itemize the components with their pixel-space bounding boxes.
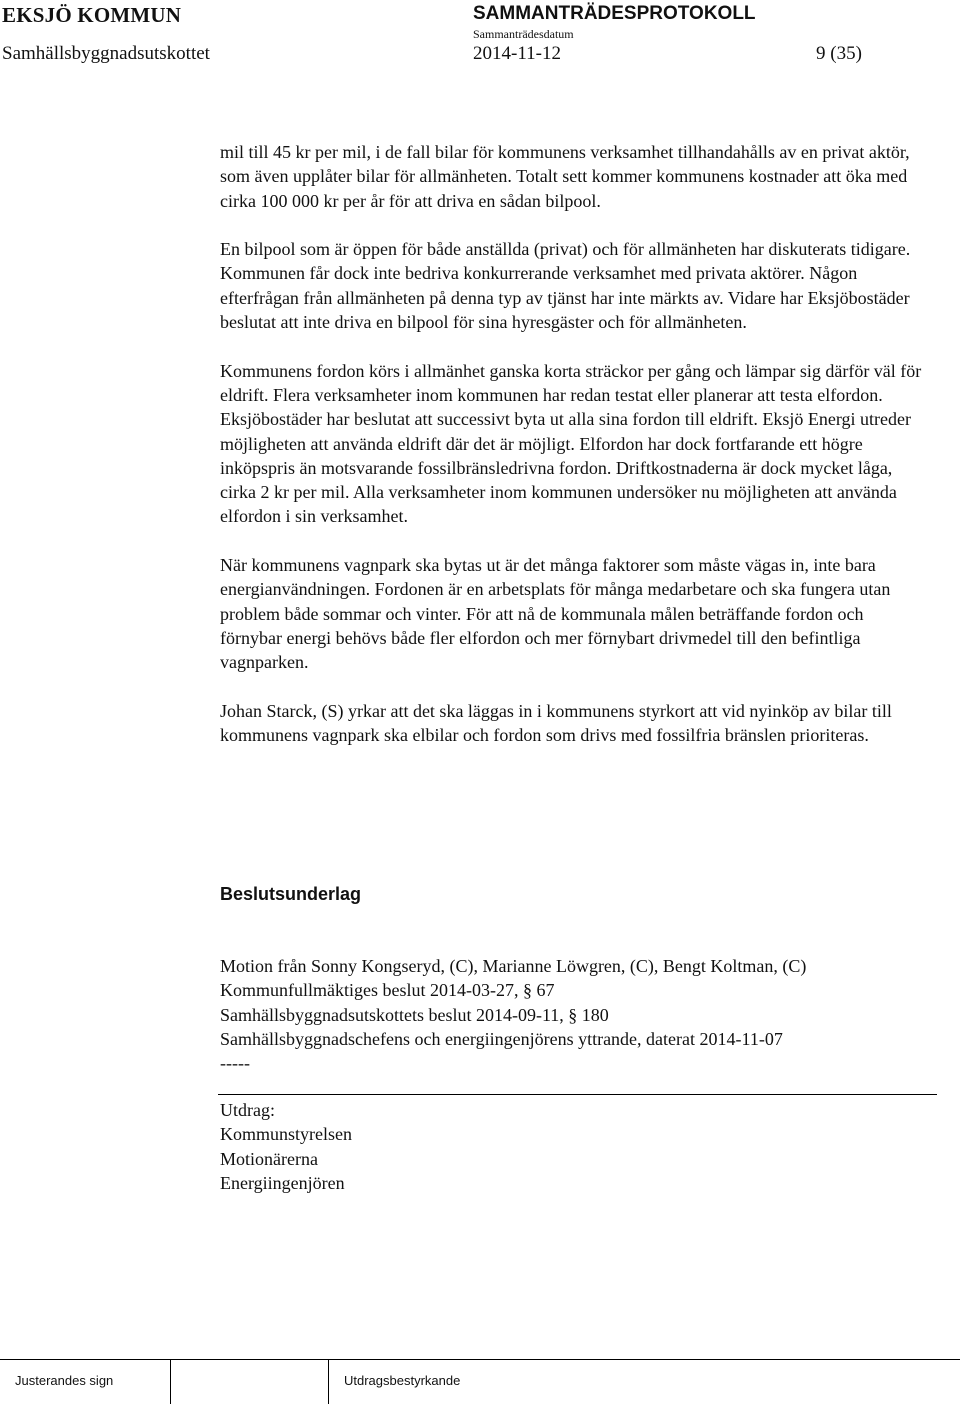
decision-basis-item: Motion från Sonny Kongseryd, (C), Marianne Löwgren, (C), Bengt Koltman, (C) <box>220 956 807 976</box>
decision-basis-separator: ----- <box>220 1053 250 1074</box>
footer-divider <box>328 1360 329 1404</box>
paragraph: Kommunens fordon körs i allmänhet ganska korta sträckor per gång och lämpar sig därför väl för eldrift. Flera verksamheter inom kommunen har redan testat eller planerar att testa elfordon. Eksjöbostäder har beslutat att successivt byta ut alla sina fordon till eldrift. Eksjö Energi utreder möjligheten att använda eldrift där det är möjligt. Elfordon har dock fortfarande ett högre inköpspris än motsvarande fossilbränsledrivna fordon. Driftkostnaderna är dock mycket låga, cirka 2 kr per mil. Alla verksamheter inom kommunen undersöker nu möjligheten att använda elfordon i sin verksamhet. <box>220 360 922 527</box>
distribution-label: Utdrag: <box>220 1100 275 1120</box>
paragraph: mil till 45 kr per mil, i de fall bilar för kommunens verksamhet tillhandahålls av en privat aktör, som även upplåter bilar för allmänheten. Totalt sett kommer kommunens kostnader att öka med cirka 100 000 kr per år för att driva en sådan bilpool. <box>220 142 910 211</box>
decision-basis-item: Samhällsbyggnadsutskottets beslut 2014-09-11, § 180 <box>220 1004 609 1025</box>
section-heading-beslutsunderlag: Beslutsunderlag <box>220 884 362 904</box>
decision-basis-item: Kommunfullmäktiges beslut 2014-03-27, § 67 <box>220 980 555 1001</box>
footer-rule <box>0 1359 960 1360</box>
page-number: 9 (35) <box>816 43 862 64</box>
horizontal-divider <box>218 1094 937 1095</box>
footer-divider <box>170 1360 171 1404</box>
decision-basis-list <box>220 954 925 1075</box>
body-text <box>220 140 925 772</box>
committee-name: Samhällsbyggnadsutskottet <box>2 43 210 64</box>
footer-justerandes-sign: Justerandes sign <box>15 1373 114 1388</box>
footer-utdragsbestyrkande: Utdragsbestyrkande <box>344 1373 461 1388</box>
paragraph: Johan Starck, (S) yrkar att det ska läggas in i kommunens styrkort att vid nyinköp av bilar till kommunens vagnpark ska elbilar och fordon som drivs med fossilfria bränslen prioriteras. <box>220 700 892 746</box>
distribution-recipient: Kommunstyrelsen <box>220 1124 352 1145</box>
document-title: SAMMANTRÄDESPROTOKOLL <box>473 3 756 24</box>
meeting-date: 2014-11-12 <box>473 43 561 64</box>
distribution-recipient: Motionärerna <box>220 1148 318 1169</box>
paragraph: En bilpool som är öppen för både anställda (privat) och för allmänheten har diskuterats tidigare. Kommunen får dock inte bedriva konkurrerande verksamhet med privata aktörer. Någon efterfrågan från allmänheten på denna typ av tjänst har inte märkts av. Vidare har Eksjöbostäder beslutat att inte driva en bilpool för sina hyresgäster och för allmänheten. <box>220 239 911 333</box>
distribution-list <box>220 1098 352 1195</box>
organization-name: EKSJÖ KOMMUN <box>2 3 182 27</box>
distribution-recipient: Energiingenjören <box>220 1172 345 1193</box>
decision-basis-item: Samhällsbyggnadschefens och energiingenjörens yttrande, daterat 2014-11-07 <box>220 1028 783 1049</box>
paragraph: När kommunens vagnpark ska bytas ut är det många faktorer som måste vägas in, inte bara energianvändningen. Fordonen är en arbetsplats för många medarbetare och ska fungera utan problem både sommar och vinter. För att nå de kommunala målen beträffande fordon och förnybar energi behövs både fler elfordon och mer förnybart drivmedel till den befintliga vagnparken. <box>220 555 891 673</box>
meeting-date-label: Sammanträdesdatum <box>473 27 574 41</box>
